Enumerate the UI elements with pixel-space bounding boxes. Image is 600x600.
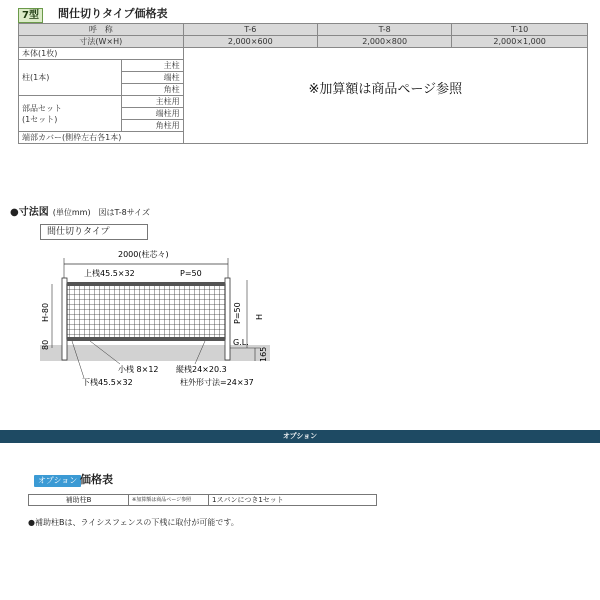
header-row-name <box>19 24 588 36</box>
row-post-end: 端柱 <box>121 72 183 84</box>
top-rail <box>67 282 225 286</box>
row-parts-corner: 角柱用 <box>121 120 183 132</box>
bottom-rail-bar <box>67 337 225 341</box>
option-unit: 1スパンにつき1セット <box>209 495 377 506</box>
ground-band <box>40 345 270 361</box>
dimension-drawing <box>0 240 600 400</box>
bottom-rail-label: 下桟45.5×32 <box>82 378 133 387</box>
col-name-t6: T-6 <box>183 24 317 36</box>
row-parts-main: 主柱用 <box>121 96 183 108</box>
span-label: 2000(柱芯々) <box>118 250 169 259</box>
header-row-size <box>19 36 588 48</box>
post-size-label: 柱外形寸法=24×37 <box>180 378 254 387</box>
option-tag: オプション <box>34 475 81 487</box>
mesh-panel <box>67 284 225 339</box>
row-body: 本体(1枚) <box>19 48 184 60</box>
option-note: ●補助柱Bは、ライシスフェンスの下桟に取付が可能です。 <box>28 518 239 527</box>
option-price: ※加算額は商品ページ参照 <box>129 495 209 506</box>
left-post <box>62 278 67 360</box>
option-title: 価格表 <box>80 473 113 486</box>
parts-group-line2: (1セット) <box>22 114 58 124</box>
d80-label: 80 <box>41 339 50 350</box>
col-name-t8: T-8 <box>317 24 451 36</box>
row-label-name: 呼 称 <box>19 24 184 36</box>
option-table <box>28 494 377 506</box>
type-label: 間仕切りタイプ <box>40 224 148 240</box>
right-post <box>225 278 230 360</box>
top-rail-label: 上桟45.5×32 <box>84 269 135 278</box>
row-label-size: 寸法(W×H) <box>19 36 184 48</box>
row-post-main: 主柱 <box>121 60 183 72</box>
table-row <box>19 48 588 60</box>
dimension-title-text: ●寸法図 <box>10 207 49 218</box>
row-post-group: 柱(1本) <box>19 60 122 96</box>
row-post-corner: 角柱 <box>121 84 183 96</box>
table-row <box>29 495 377 506</box>
h80-label: H-80 <box>41 302 50 322</box>
row-parts-end: 端柱用 <box>121 108 183 120</box>
small-rail-label: 小桟 8×12 <box>118 365 159 374</box>
pitch-v-label: P=50 <box>233 302 242 324</box>
col-size-t6: 2,000×600 <box>183 36 317 48</box>
h-label: H <box>255 313 264 320</box>
page-title: 間仕切りタイプ価格表 <box>58 7 168 20</box>
dimension-title <box>10 203 150 218</box>
pitch-h-label: P=50 <box>180 269 202 278</box>
gl-label: G.L. <box>233 338 249 347</box>
type-badge: 7型 <box>18 8 43 23</box>
row-end-cover: 端部カバー(側枠左右各1本) <box>19 132 184 144</box>
option-item: 補助柱B <box>29 495 129 506</box>
vert-rail-label: 縦桟24×20.3 <box>176 365 227 374</box>
d165-label: 165 <box>259 346 268 362</box>
dimension-unit: (単位mm) 図はT-8サイズ <box>52 208 151 217</box>
col-name-t10: T-10 <box>452 24 588 36</box>
col-size-t8: 2,000×800 <box>317 36 451 48</box>
price-note: ※加算額は商品ページ参照 <box>183 48 587 144</box>
col-size-t10: 2,000×1,000 <box>452 36 588 48</box>
row-parts-group <box>19 96 122 132</box>
parts-group-line1: 部品セット <box>22 103 62 113</box>
price-table <box>18 23 588 144</box>
option-band-label: オプション <box>282 432 318 440</box>
